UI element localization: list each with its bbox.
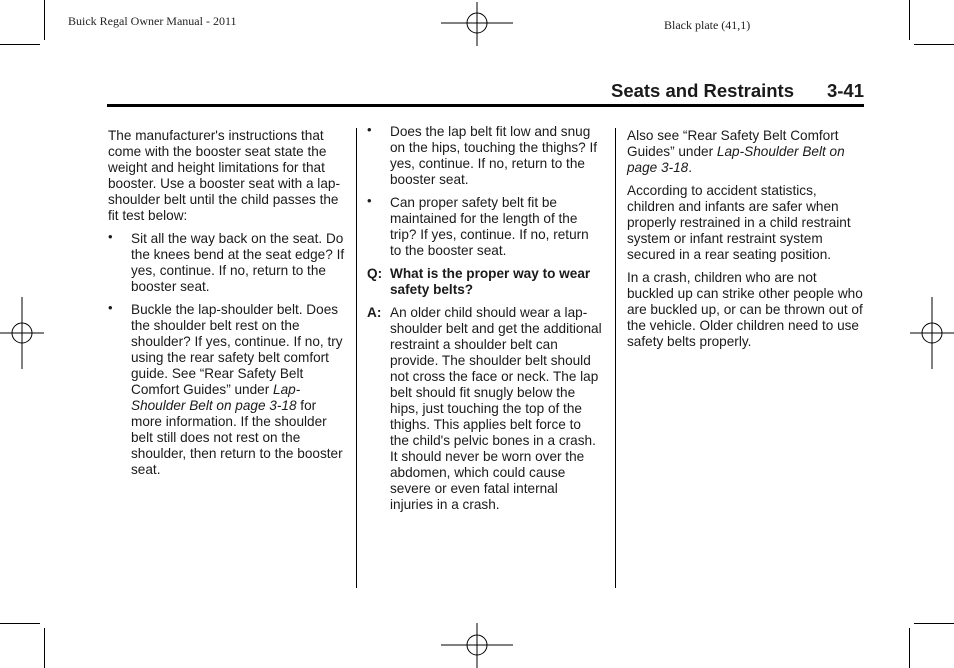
bullet-text: for more information. If the shoulder belt still does not rest on the shoulder, then return to the booster seat. xyxy=(131,398,343,477)
column-divider xyxy=(356,128,357,588)
bullet-icon: • xyxy=(108,300,113,315)
crop-mark-bl-h xyxy=(0,623,40,624)
crop-mark-tr-h xyxy=(914,44,954,45)
registration-mark-left xyxy=(0,297,44,369)
bullet-item xyxy=(367,195,603,259)
cross-reference: Lap-Shoulder Belt on page 3-18 xyxy=(627,144,845,175)
answer-item xyxy=(367,305,603,513)
column-2 xyxy=(367,124,603,520)
registration-mark-right xyxy=(910,297,954,369)
question-item xyxy=(367,266,603,298)
bullet-item xyxy=(108,231,348,295)
intro-paragraph: The manufacturer's instructions that come with the booster seat state the weight and height limitations for that booster. Use a booster seat with a lap-shoulder belt until the child passes the fit test below: xyxy=(108,128,340,223)
paragraph-text: . xyxy=(688,160,693,175)
registration-mark-bottom xyxy=(441,623,513,668)
bullet-item xyxy=(108,302,348,478)
cross-reference: Lap-Shoulder Belt on page 3-18 xyxy=(131,382,301,413)
bullet-icon: • xyxy=(108,229,113,244)
bullet-text: Sit all the way back on the seat. Do the knees bend at the seat edge? If yes, continue. If no, return to the booster seat. xyxy=(131,231,345,294)
answer-label: A: xyxy=(367,305,382,320)
plate-info: Black plate (41,1) xyxy=(664,18,751,32)
answer-text: An older child should wear a lap-shoulder belt and get the additional restraint a shoulder belt can provide. The shoulder belt should not cross the face or neck. The lap belt should fit snugly below the hips, just touching the top of the thighs. This applies belt force to the child's pelvic bones in a crash. It should never be worn over the abdomen, which could cause severe or even fatal internal injuries in a crash. xyxy=(390,305,602,512)
column-1 xyxy=(108,128,348,485)
crop-mark-br-h xyxy=(914,623,954,624)
bullet-text: Can proper safety belt fit be maintained for the length of the trip? If yes, continue. If no, return to the booster seat. xyxy=(390,195,589,258)
paragraph xyxy=(627,128,864,176)
bullet-text: Buckle the lap-shoulder belt. Does the shoulder belt rest on the shoulder? If yes, continue. If no, try using the rear safety belt comfort guide. See “Rear Safety Belt Comfort Guides” under xyxy=(131,302,343,397)
page-header xyxy=(107,80,864,107)
manual-title: Buick Regal Owner Manual - 2011 xyxy=(68,14,237,28)
paragraph: According to accident statistics, children and infants are safer when properly restrained in a child restraint system or infant restraint system secured in a rear seating position. xyxy=(627,183,851,262)
bullet-item xyxy=(367,124,603,188)
column-3 xyxy=(627,128,864,357)
crop-mark-tr-v xyxy=(909,0,910,40)
paragraph: In a crash, children who are not buckled up can strike other people who are buckled up, or can be thrown out of the vehicle. Older children need to use safety belts properly. xyxy=(627,270,863,349)
column-divider xyxy=(615,128,616,588)
question-text: What is the proper way to wear safety belts? xyxy=(390,266,591,297)
crop-mark-br-v xyxy=(909,628,910,668)
registration-mark-top xyxy=(441,2,513,46)
crop-mark-bl-v xyxy=(44,628,45,668)
question-label: Q: xyxy=(367,266,383,281)
paragraph-text: Also see “Rear Safety Belt Comfort Guides” under xyxy=(627,128,839,159)
crop-mark-tl-v xyxy=(44,0,45,40)
page-number: 3-41 xyxy=(826,80,864,101)
section-title: Seats and Restraints xyxy=(610,80,794,101)
crop-mark-tl-h xyxy=(0,44,40,45)
bullet-icon: • xyxy=(367,122,372,137)
bullet-icon: • xyxy=(367,193,372,208)
bullet-text: Does the lap belt fit low and snug on the hips, touching the thighs? If yes, continue. If no, return to the booster seat. xyxy=(390,124,598,187)
